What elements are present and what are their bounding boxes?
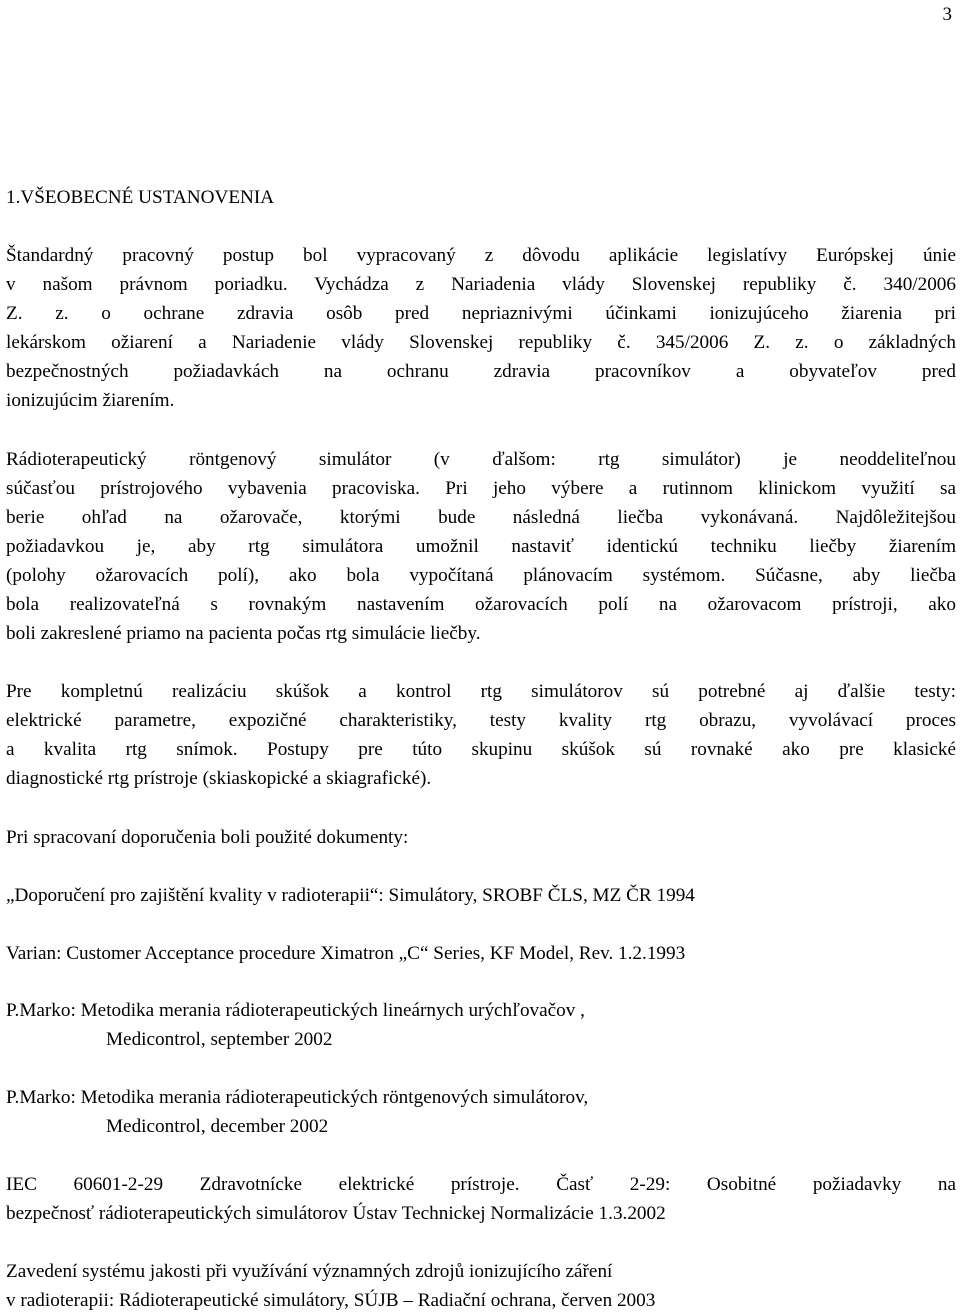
paragraph-line: ionizujúcim žiarením. xyxy=(6,390,175,411)
paragraph-line: bola realizovateľná s rovnakým nastavením ožarovacích polí na ožarovacom prístroji, ako xyxy=(6,594,956,615)
document-ref-line: v radioterapii: Rádioterapeutické simulátory, SÚJB – Radiační ochrana, červen 2003 xyxy=(6,1290,656,1311)
document-ref-line: bezpečnosť rádioterapeutických simulátorov Ústav Technickej Normalizácie 1.3.2002 xyxy=(6,1203,666,1224)
paragraph-line: bezpečnostných požiadavkách na ochranu zdravia pracovníkov a obyvateľov pred xyxy=(6,361,956,382)
document-ref-2 xyxy=(6,939,956,968)
paragraph-simulator xyxy=(6,445,956,648)
document-ref-line: P.Marko: Metodika merania rádioterapeutických lineárnych urýchľovačov , xyxy=(6,1000,585,1021)
document-ref-line: P.Marko: Metodika merania rádioterapeutických röntgenových simulátorov, xyxy=(6,1087,589,1108)
document-ref-6 xyxy=(6,1257,956,1315)
documents-intro-text: Pri spracovaní doporučenia boli použité dokumenty: xyxy=(6,827,409,848)
paragraph-line: Z. z. o ochrane zdravia osôb pred nepriaznivými účinkami ionizujúceho žiarenia pri xyxy=(6,303,956,324)
document-ref-1 xyxy=(6,881,956,910)
document-ref-line: IEC 60601-2-29 Zdravotnícke elektrické prístroje. Časť 2-29: Osobitné požiadavky na xyxy=(6,1174,956,1195)
paragraph-line: Štandardný pracovný postup bol vypracovaný z dôvodu aplikácie legislatívy Európskej únie xyxy=(6,245,956,266)
paragraph-line: požiadavkou je, aby rtg simulátora umožnil nastaviť identickú techniku liečby žiarením xyxy=(6,536,956,557)
paragraph-line: súčasťou prístrojového vybavenia pracoviska. Pri jeho výbere a rutinnom klinickom využití sa xyxy=(6,478,956,499)
document-ref-5 xyxy=(6,1170,956,1228)
document-ref-line: „Doporučení pro zajištění kvality v radioterapii“: Simulátory, SROBF ČLS, MZ ČR 1994 xyxy=(6,885,695,906)
document-ref-line: Varian: Customer Acceptance procedure Ximatron „C“ Series, KF Model, Rev. 1.2.1993 xyxy=(6,943,686,964)
paragraph-line: berie ohľad na ožarovače, ktorými bude následná liečba vykonávaná. Najdôležitejšou xyxy=(6,507,956,528)
paragraph-line: Rádioterapeutický röntgenový simulátor (v ďalšom: rtg simulátor) je neoddeliteľnou xyxy=(6,449,956,470)
heading-text: 1.VŠEOBECNÉ USTANOVENIA xyxy=(6,187,275,208)
paragraph-line: a kvalita rtg snímok. Postupy pre túto skupinu skúšok sú rovnaké ako pre klasické xyxy=(6,739,956,760)
document-ref-line: Medicontrol, september 2002 xyxy=(106,1029,333,1050)
paragraph-tests xyxy=(6,677,956,793)
paragraph-line: Pre kompletnú realizáciu skúšok a kontrol rtg simulátorov sú potrebné aj ďalšie testy: xyxy=(6,681,956,702)
paragraph-line: boli zakreslené priamo na pacienta počas rtg simulácie liečby. xyxy=(6,623,481,644)
documents-intro xyxy=(6,823,956,852)
page-number: 3 xyxy=(942,4,952,25)
paragraph-line: diagnostické rtg prístroje (skiaskopické a skiagrafické). xyxy=(6,768,432,789)
paragraph-line: elektrické parametre, expozičné charakteristiky, testy kvality rtg obrazu, vyvolávací proces xyxy=(6,710,956,731)
paragraph-line: (polohy ožarovacích polí), ako bola vypočítaná plánovacím systémom. Súčasne, aby liečba xyxy=(6,565,956,586)
document-ref-line: Zavedení systému jakosti při využívání významných zdrojů ionizujícího záření xyxy=(6,1261,613,1282)
paragraph-legislation xyxy=(6,241,956,415)
paragraph-line: lekárskom ožiarení a Nariadenie vlády Slovenskej republiky č. 345/2006 Z. z. o základných xyxy=(6,332,956,353)
paragraph-line: v našom právnom poriadku. Vychádza z Nariadenia vlády Slovenskej republiky č. 340/2006 xyxy=(6,274,956,295)
document-ref-4 xyxy=(6,1083,956,1141)
section-heading xyxy=(6,183,956,212)
document-ref-3 xyxy=(6,996,956,1054)
document-ref-line: Medicontrol, december 2002 xyxy=(106,1116,329,1137)
